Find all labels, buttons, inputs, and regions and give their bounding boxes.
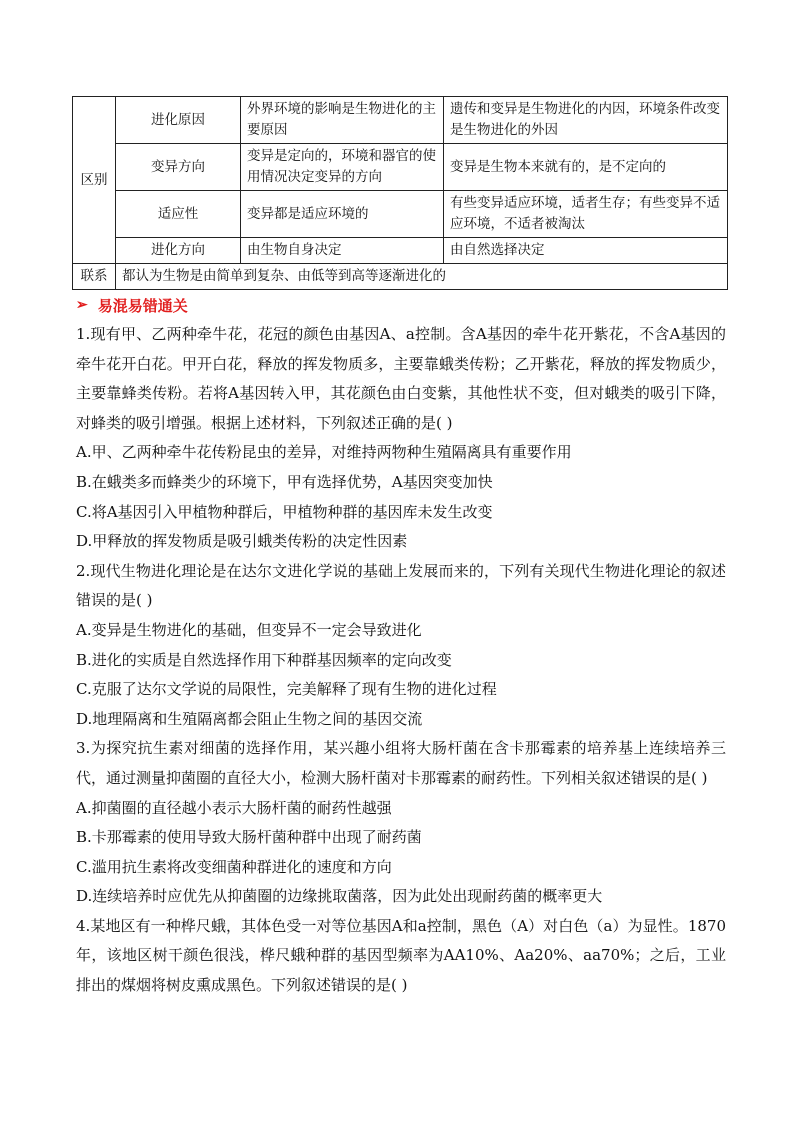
table-row	[73, 144, 728, 191]
arrow-bullet-icon: ➢	[76, 297, 88, 313]
aspect-cell: 进化原因	[116, 97, 241, 144]
section-heading	[76, 294, 188, 316]
aspect-cell: 变异方向	[116, 144, 241, 191]
darwin-cell: 由自然选择决定	[444, 238, 728, 264]
table-row-link	[73, 264, 728, 290]
question-list	[76, 320, 726, 1001]
answer-option: D.地理隔离和生殖隔离都会阻止生物之间的基因交流	[76, 709, 423, 728]
question-stem: 2.现代生物进化理论是在达尔文进化学说的基础上发展而来的，下列有关现代生物进化理论的叙述错误的是( )	[76, 561, 726, 610]
darwin-cell: 变异是生物本来就有的，是不定向的	[444, 144, 728, 191]
question-stem: 1.现有甲、乙两种牵牛花，花冠的颜色由基因A、a控制。含A基因的牵牛花开紫花，不含A基因的牵牛花开白花。甲开白花，释放的挥发物质多，主要靠蛾类传粉；乙开紫花，释放的挥发物质少，主要靠蜂类传粉。若将A基因转入甲，其花颜色由白变紫，其他性状不变，但对蛾类的吸引下降，对蜂类的吸引增强。根据上述材料，下列叙述正确的是( )	[76, 325, 726, 432]
darwin-cell: 遗传和变异是生物进化的内因，环境条件改变是生物进化的外因	[444, 97, 728, 144]
answer-option: A.抑菌圈的直径越小表示大肠杆菌的耐药性越强	[76, 798, 392, 817]
lamarck-cell: 由生物自身决定	[241, 238, 444, 264]
table-row	[73, 97, 728, 144]
table-row	[73, 191, 728, 238]
aspect-cell: 适应性	[116, 191, 241, 238]
section-title: 易混易错通关	[97, 296, 188, 315]
darwin-cell: 有些变异适应环境，适者生存；有些变异不适应环境，不适者被淘汰	[444, 191, 728, 238]
link-text-cell: 都认为生物是由简单到复杂、由低等到高等逐渐进化的	[116, 264, 728, 290]
question-stem: 4.某地区有一种桦尺蛾，其体色受一对等位基因A和a控制，黑色（A）对白色（a）为显性。1870年，该地区树干颜色很浅，桦尺蛾种群的基因型频率为AA10%、Aa20%、aa70%；之后，工业排出的煤烟将树皮熏成黑色。下列叙述错误的是( )	[76, 916, 726, 995]
lamarck-cell: 变异是定向的，环境和器官的使用情况决定变异的方向	[241, 144, 444, 191]
answer-option: A.甲、乙两种牵牛花传粉昆虫的差异，对维持两物种生殖隔离具有重要作用	[76, 443, 572, 462]
answer-option: D.甲释放的挥发物质是吸引蛾类传粉的决定性因素	[76, 532, 408, 551]
group-label-cell: 区别	[73, 97, 116, 264]
link-label-cell: 联系	[73, 264, 116, 290]
answer-option: B.卡那霉素的使用导致大肠杆菌种群中出现了耐药菌	[76, 828, 422, 847]
answer-option: D.连续培养时应优先从抑菌圈的边缘挑取菌落，因为此处出现耐药菌的概率更大	[76, 887, 603, 906]
question-stem: 3.为探究抗生素对细菌的选择作用，某兴趣小组将大肠杆菌在含卡那霉素的培养基上连续培养三代，通过测量抑菌圈的直径大小，检测大肠杆菌对卡那霉素的耐药性。下列相关叙述错误的是( )	[76, 739, 726, 787]
lamarck-cell: 变异都是适应环境的	[241, 191, 444, 238]
lamarck-cell: 外界环境的影响是生物进化的主要原因	[241, 97, 444, 144]
answer-option: C.滥用抗生素将改变细菌种群进化的速度和方向	[76, 857, 392, 876]
answer-option: B.在蛾类多而蜂类少的环境下，甲有选择优势，A基因突变加快	[76, 472, 493, 491]
answer-option: C.克服了达尔文学说的局限性，完美解释了现有生物的进化过程	[76, 680, 497, 699]
answer-option: B.进化的实质是自然选择作用下种群基因频率的定向改变	[76, 650, 452, 669]
aspect-cell: 进化方向	[116, 238, 241, 264]
table-row	[73, 238, 728, 264]
comparison-table	[72, 96, 728, 290]
answer-option: C.将A基因引入甲植物种群后，甲植物种群的基因库未发生改变	[76, 502, 493, 521]
answer-option: A.变异是生物进化的基础，但变异不一定会导致进化	[76, 620, 422, 639]
